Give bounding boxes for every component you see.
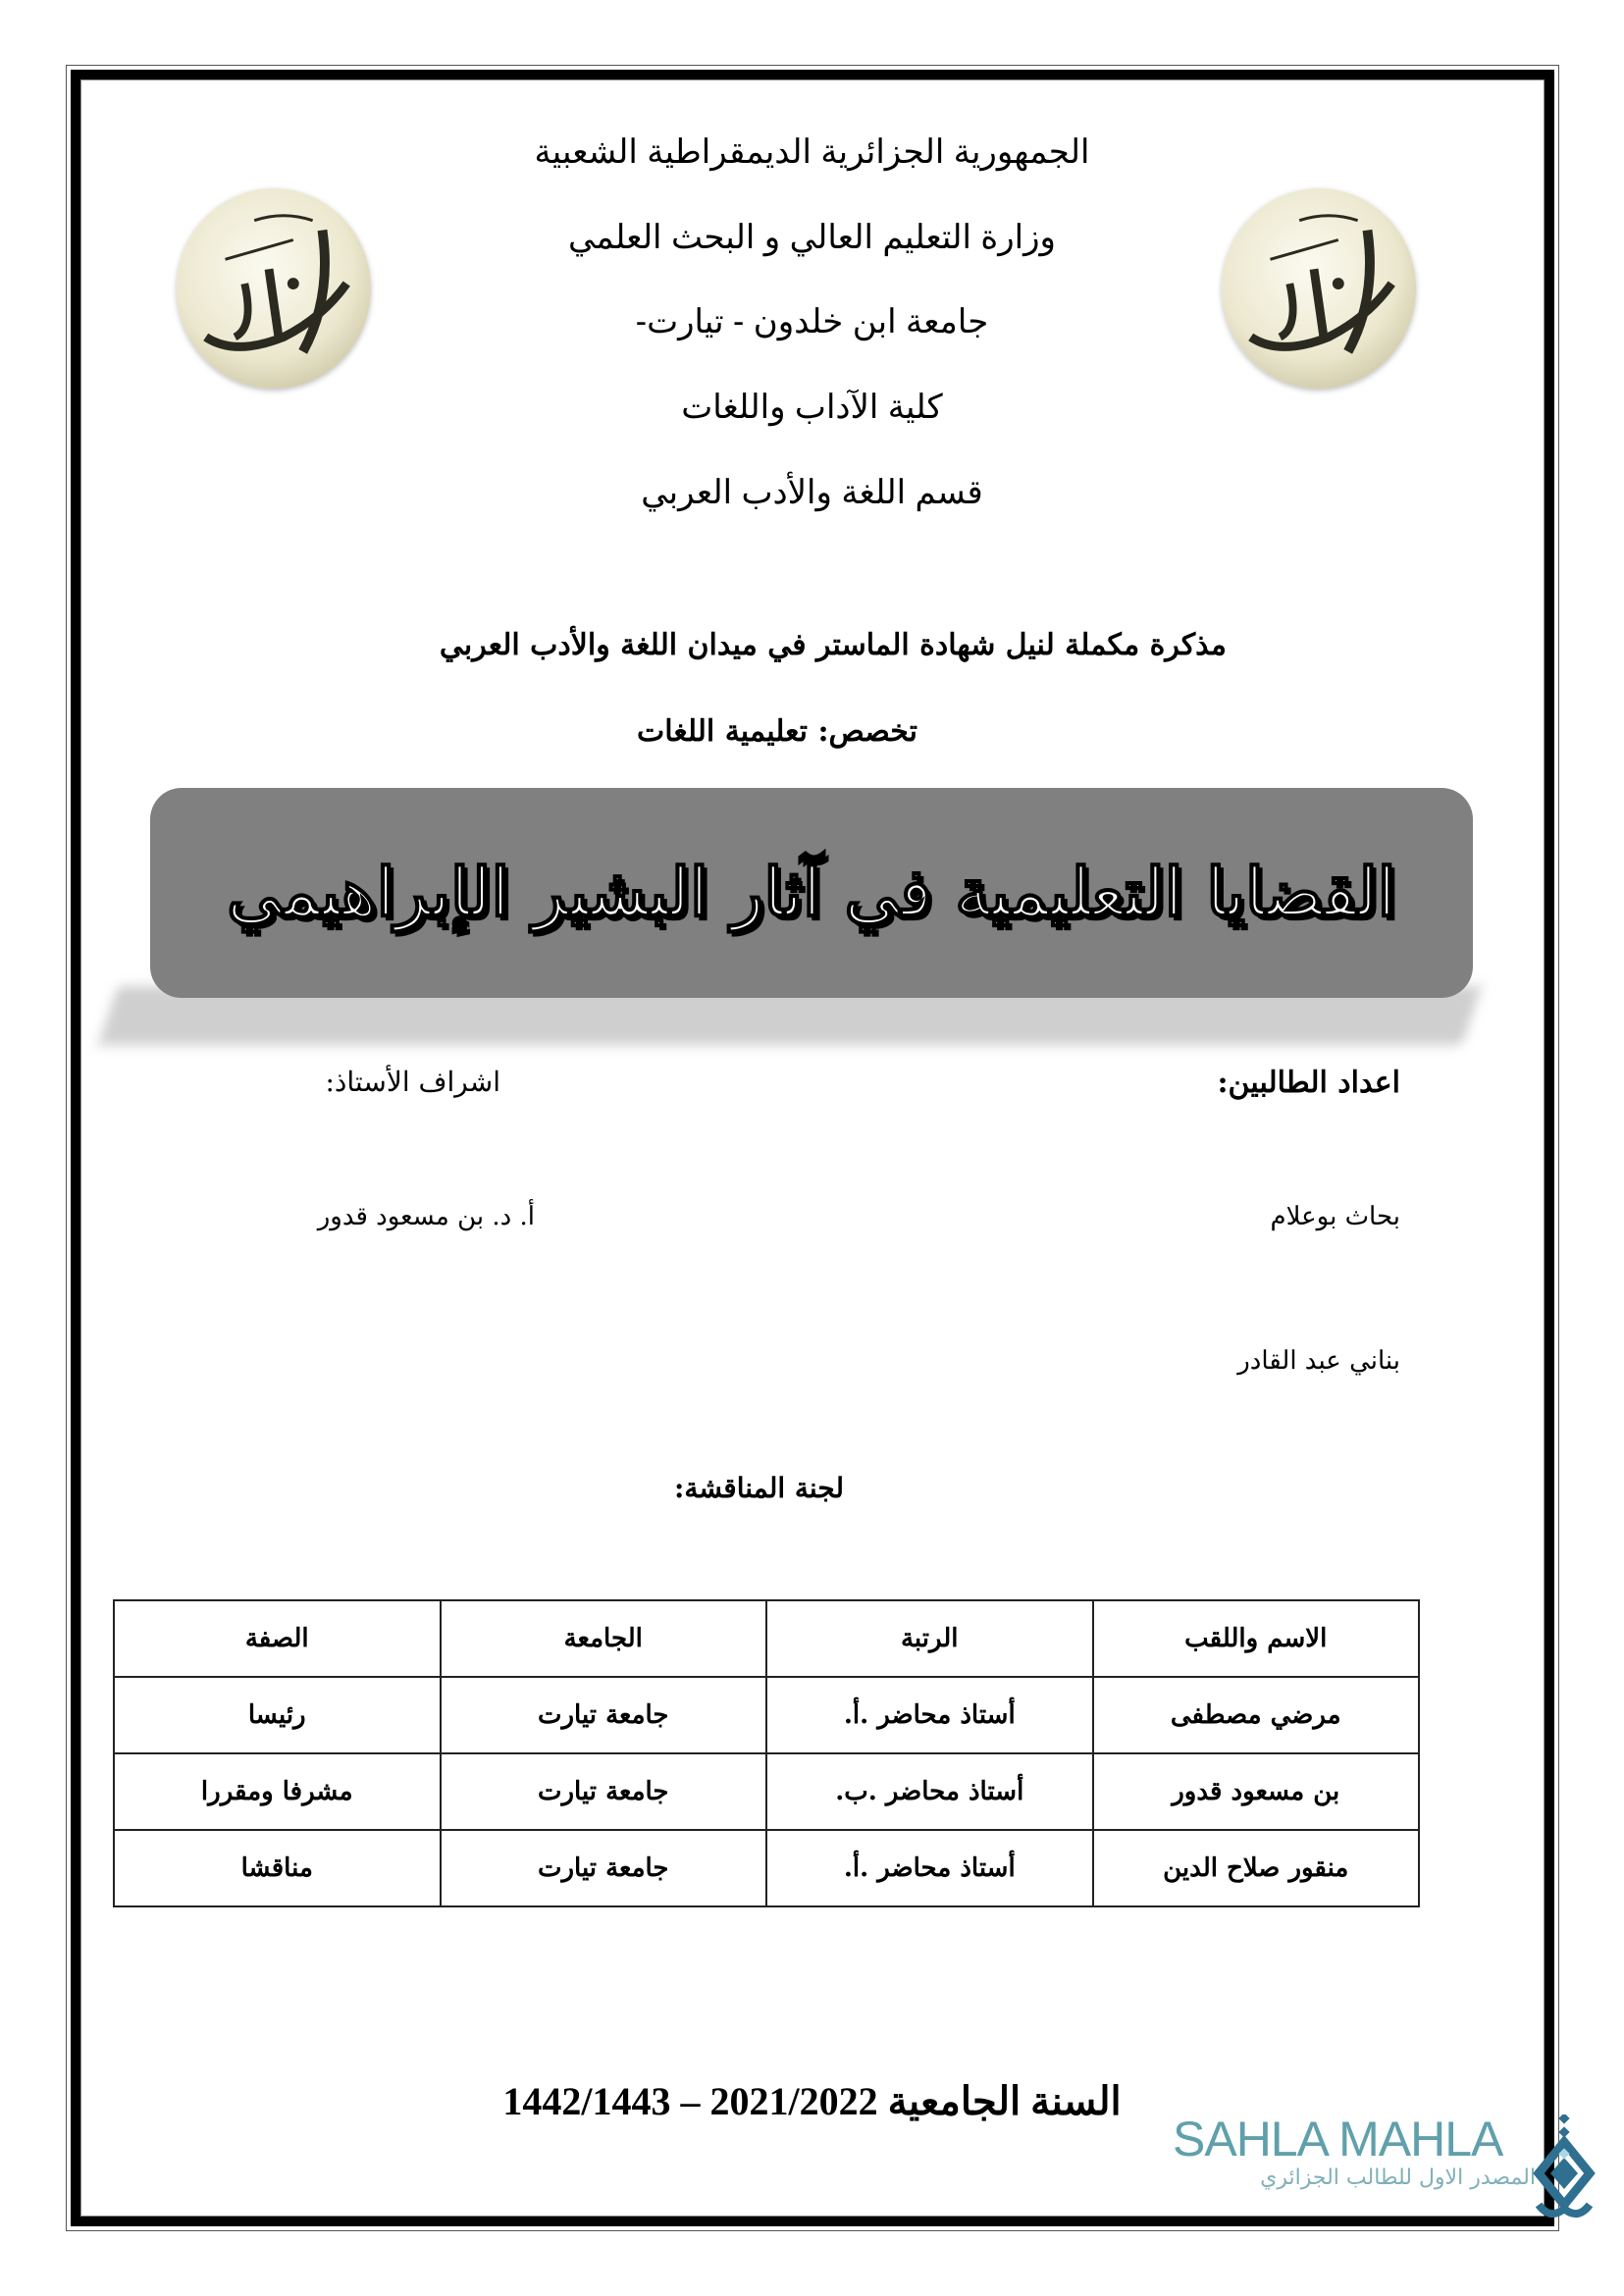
committee-table bbox=[113, 1599, 1420, 1907]
student-name-2: بناني عبد القادر bbox=[1237, 1346, 1400, 1376]
watermark bbox=[1173, 2114, 1536, 2190]
specialty-line: تخصص: تعليمية اللغات bbox=[637, 714, 917, 749]
thesis-title-box bbox=[150, 788, 1473, 998]
member-university: جامعة تيارت bbox=[441, 1677, 767, 1753]
student-name-1: بحاث بوعلام bbox=[1270, 1202, 1400, 1231]
ministry-name: وزارة التعليم العالي و البحث العلمي bbox=[568, 219, 1056, 256]
supervisor-label: اشراف الأستاذ: bbox=[325, 1066, 500, 1098]
thesis-title: القضايا التعليمية في آثار البشير الإبراهيمي bbox=[227, 854, 1396, 932]
department-name: قسم اللغة والأدب العربي bbox=[641, 474, 983, 511]
table-row bbox=[114, 1677, 1419, 1753]
member-name: مرضي مصطفى bbox=[1093, 1677, 1420, 1753]
member-name: بن مسعود قدور bbox=[1093, 1753, 1420, 1830]
member-rank: أستاذ محاضر .ب. bbox=[766, 1753, 1093, 1830]
faculty-name: كلية الآداب واللغات bbox=[681, 389, 943, 426]
degree-line: مذكرة مكملة لنيل شهادة الماستر في ميدان اللغة والأدب العربي bbox=[439, 628, 1227, 662]
sahla-mahla-logo-icon bbox=[1531, 2114, 1599, 2222]
member-university: جامعة تيارت bbox=[441, 1753, 767, 1830]
university-name: جامعة ابن خلدون - تيارت- bbox=[635, 303, 989, 340]
column-header-rank: الرتبة bbox=[766, 1600, 1093, 1677]
member-role: مناقشا bbox=[114, 1830, 441, 1906]
table-row bbox=[114, 1753, 1419, 1830]
member-role: مشرفا ومقررا bbox=[114, 1753, 441, 1830]
column-header-role: الصفة bbox=[114, 1600, 441, 1677]
table-row bbox=[114, 1830, 1419, 1906]
students-label: اعداد الطالبين: bbox=[1217, 1066, 1400, 1100]
member-name: منقور صلاح الدين bbox=[1093, 1830, 1420, 1906]
watermark-subtitle: المصدر الاول للطالب الجزائري bbox=[1260, 2166, 1536, 2190]
academic-year: السنة الجامعية 2021/2022 – 1442/1443 bbox=[502, 2079, 1122, 2123]
member-role: رئيسا bbox=[114, 1677, 441, 1753]
republic-name: الجمهورية الجزائرية الديمقراطية الشعبية bbox=[534, 133, 1090, 171]
column-header-name: الاسم واللقب bbox=[1093, 1600, 1420, 1677]
watermark-title: SAHLA MAHLA bbox=[1173, 2112, 1503, 2166]
supervisor-name: أ. د. بن مسعود قدور bbox=[317, 1202, 535, 1231]
member-university: جامعة تيارت bbox=[441, 1830, 767, 1906]
column-header-university: الجامعة bbox=[441, 1600, 767, 1677]
member-rank: أستاذ محاضر .أ. bbox=[766, 1677, 1093, 1753]
committee-label: لجنة المناقشة: bbox=[673, 1472, 844, 1504]
table-header-row bbox=[114, 1600, 1419, 1677]
member-rank: أستاذ محاضر .أ. bbox=[766, 1830, 1093, 1906]
